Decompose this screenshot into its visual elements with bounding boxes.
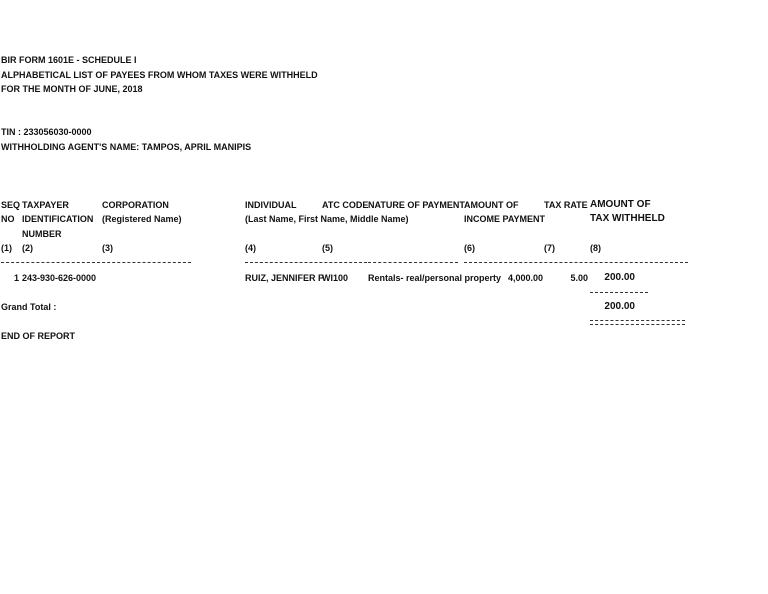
row-income: 4,000.00	[507, 273, 543, 283]
header-divider-right	[464, 262, 688, 263]
row-rate: 5.00	[570, 273, 588, 283]
col-tin-line1: TAXPAYER	[22, 200, 69, 210]
col-tin-line3: NUMBER	[22, 229, 62, 239]
period: FOR THE MONTH OF JUNE, 2018	[1, 84, 143, 94]
grand-total-label: Grand Total :	[1, 302, 57, 312]
row-atc: WI100	[322, 273, 349, 283]
col-seq-line2: NO	[1, 214, 15, 224]
list-title: ALPHABETICAL LIST OF PAYEES FROM WHOM TAXES WERE WITHHELD	[1, 70, 318, 80]
col-seq-num: (1)	[1, 243, 12, 253]
tin: TIN : 233056030-0000	[1, 127, 92, 137]
agent-name: WITHHOLDING AGENT'S NAME: TAMPOS, APRIL MANIPIS	[1, 142, 252, 152]
col-income-line2: INCOME PAYMENT	[464, 214, 546, 224]
col-atc-num: (5)	[322, 243, 333, 253]
header-divider-individual	[245, 262, 367, 263]
col-seq-line1: SEQ	[1, 200, 21, 210]
subtotal-divider	[590, 292, 648, 293]
col-nature-line1: NATURE OF PAYMENT	[368, 200, 465, 210]
col-tin-num: (2)	[22, 243, 33, 253]
header-divider-left	[1, 262, 191, 263]
col-rate-line1: TAX RATE	[544, 200, 588, 210]
col-rate-num: (7)	[544, 243, 555, 253]
col-corporation-line2: (Registered Name)	[102, 214, 182, 224]
col-withheld-line1: AMOUNT OF	[590, 199, 651, 210]
row-seq: 1	[14, 273, 20, 283]
col-atc-line1: ATC CODE	[322, 200, 369, 210]
col-corporation-num: (3)	[102, 243, 113, 253]
row-tin: 243-930-626-0000	[22, 273, 97, 283]
row-withheld: 200.00	[604, 272, 635, 283]
col-withheld-num: (8)	[590, 243, 601, 253]
col-individual-line2: (Last Name, First Name, Middle Name)	[245, 214, 409, 224]
grand-total-value: 200.00	[604, 301, 635, 312]
form-title: BIR FORM 1601E - SCHEDULE I	[1, 55, 137, 65]
col-corporation-line1: CORPORATION	[102, 200, 169, 210]
col-income-num: (6)	[464, 243, 475, 253]
row-nature: Rentals- real/personal property	[368, 273, 502, 283]
col-individual-line1: INDIVIDUAL	[245, 200, 297, 210]
header-divider-nature	[368, 262, 458, 263]
col-income-line1: AMOUNT OF	[464, 200, 519, 210]
row-individual: RUIZ, JENNIFER P.	[245, 273, 326, 283]
col-tin-line2: IDENTIFICATION	[22, 214, 94, 224]
col-individual-num: (4)	[245, 243, 256, 253]
grand-total-double-rule	[590, 320, 685, 325]
end-of-report: END OF REPORT	[1, 331, 76, 341]
col-withheld-line2: TAX WITHHELD	[590, 213, 665, 224]
